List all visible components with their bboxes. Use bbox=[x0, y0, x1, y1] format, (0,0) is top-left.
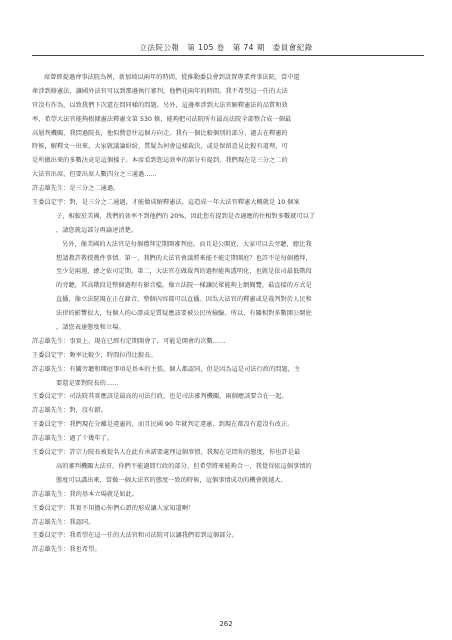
text-line: 法律的影響很大，每個人的心證或是質疑應該要被公民所檢驗。所以，有關相對多數開公開庭 bbox=[56, 310, 312, 318]
text-line: 席曾經提過齊事法院為例，新加坡以兩年的時間，從推動委員會到設置專業齊事法院，當中還 bbox=[44, 74, 300, 81]
text-line: 許志雄先生：事實上，現在已經有定期開會了，可能是開會的次數…… bbox=[32, 337, 226, 345]
text-line: 王委員定宇：司法院其實應該是最高的司法行政，也是司法審判機關，兩個應該要合在一起。 bbox=[32, 393, 288, 401]
text-line: 直播，像立法院現在正在錄音，整個內容都可以直播。因為大法官的釋憲或是裁判對於人民和 bbox=[56, 296, 312, 304]
header-rule bbox=[32, 55, 424, 56]
text-line: 許志雄先生：有關旁聽和開庭事項是基本的主張，個人都認同，但是因為這是司法行政的問題，主 bbox=[32, 365, 301, 373]
text-line: 時候，解釋文一出來，大家就議論紛紛，質疑為何會這樣裁決，或是保留意見比較有道理，可 bbox=[32, 143, 288, 151]
text-line: 至少是兩週，總之依司定期。第二，大法官在做裁判的過程能夠透明化，也就是依司最低階段 bbox=[56, 268, 312, 276]
text-line: 子，相較於美國，我們的效率不到他們的 20%，因此您有提到是否適應的往相對多數就可以了 bbox=[56, 212, 316, 220]
text-line: 高的審判機關大法官，你們不能過間行政的部分，但希望將來能夠合一，我覺得依這個事情的 bbox=[56, 462, 312, 470]
text-line: 牽涉到修憲法，讓國外法官可以到那邊執行審判，他們花兩年的時間。我不希望這一任的大法 bbox=[32, 87, 288, 95]
text-line: ，請您表達態度和立場。 bbox=[56, 324, 125, 332]
text-line: 王委員定宇：對，是三分之二通過，才能做成解釋憲法，這造成一年大法官釋憲大概就是 10 個案 bbox=[32, 199, 300, 207]
text-line: 另外，像美國的大法官是每個禮拜定期開審判庭，而且是公開庭，大家可以去旁聽，總比我 bbox=[62, 240, 312, 248]
text-line: 王委員定宇：許宗力院長被提名人在此有承諾要處理這個事情，我現在是問你的態度，你也許是最 bbox=[32, 449, 301, 457]
text-line: 王委員定宇：其實不用擔心你們心證的形成讓人家知道啊！ bbox=[32, 504, 195, 512]
text-line: 是所做出來的多數決竟是這個樣子。本席看到您這效率的部分有提到，我們現在是三分之二的 bbox=[32, 157, 288, 165]
text-line: 要還是要對院長的…… bbox=[56, 379, 119, 387]
page-header: 立法院公報 第 105 卷 第 74 期 委員會紀錄 bbox=[139, 43, 313, 52]
text-line: 大法官出席，但要出席人數四分之三通過…… bbox=[32, 171, 157, 179]
text-line: 許志雄先生：我也希望。 bbox=[32, 546, 101, 554]
text-line: 王委員定宇：頻率比較少，時間拉得比較長。 bbox=[32, 351, 157, 359]
text-line: ，請您就這部分再論述清楚。 bbox=[56, 226, 138, 234]
text-line: 王委員定宇：我希望在這一任的大法官和司法院可以讓我們看到這個部分。 bbox=[32, 532, 238, 540]
text-line: 高層判機關，我問過院長，他似贊意往這個方向走。我有一個比較個別的部分，過去在釋憲的 bbox=[32, 129, 288, 137]
text-line: 許志雄先生：我認同。 bbox=[32, 518, 95, 526]
text-line: 的旁聽，其高階段是整個過程有影音檔，像立法院一樣讓民眾能夠上網閱覽，最直接的方式是 bbox=[56, 282, 312, 290]
transcript-body bbox=[32, 71, 424, 557]
text-line: 態度可以講出來，當做一個大法官的態度一致的時候，這個事情成功的機會就越大。 bbox=[56, 476, 287, 484]
text-line: 想請教許教授幾件事情。第一，我們的大法官會議將來能不能定期開庭？也許不是每個禮拜， bbox=[56, 254, 312, 262]
text-line: 率，希望大法官能夠根據憲法釋憲文第 530 條，能夠把司法院所有最高法院全部整合成一個最 bbox=[32, 115, 292, 123]
text-line: 許志雄先生：過了十幾年了。 bbox=[32, 435, 114, 443]
page-number: 262 bbox=[219, 620, 233, 628]
text-line: 許志雄先生：我的基本立場就是如此。 bbox=[32, 490, 139, 498]
text-line: 王委員定宇：我們現在分離是違憲的，而且民國 90 年就判定違憲，到現在都沒有還沒有改正。 bbox=[32, 421, 294, 429]
text-line: 官沒有作為，以致我們下次還在問同樣的問題。另外，這邊牽涉到大法官解釋憲法的品質和效 bbox=[32, 101, 288, 109]
text-line: 許志雄先生：對，沒有錯。 bbox=[32, 407, 107, 415]
text-line: 許志雄先生：是三分之二通過。 bbox=[32, 185, 120, 193]
